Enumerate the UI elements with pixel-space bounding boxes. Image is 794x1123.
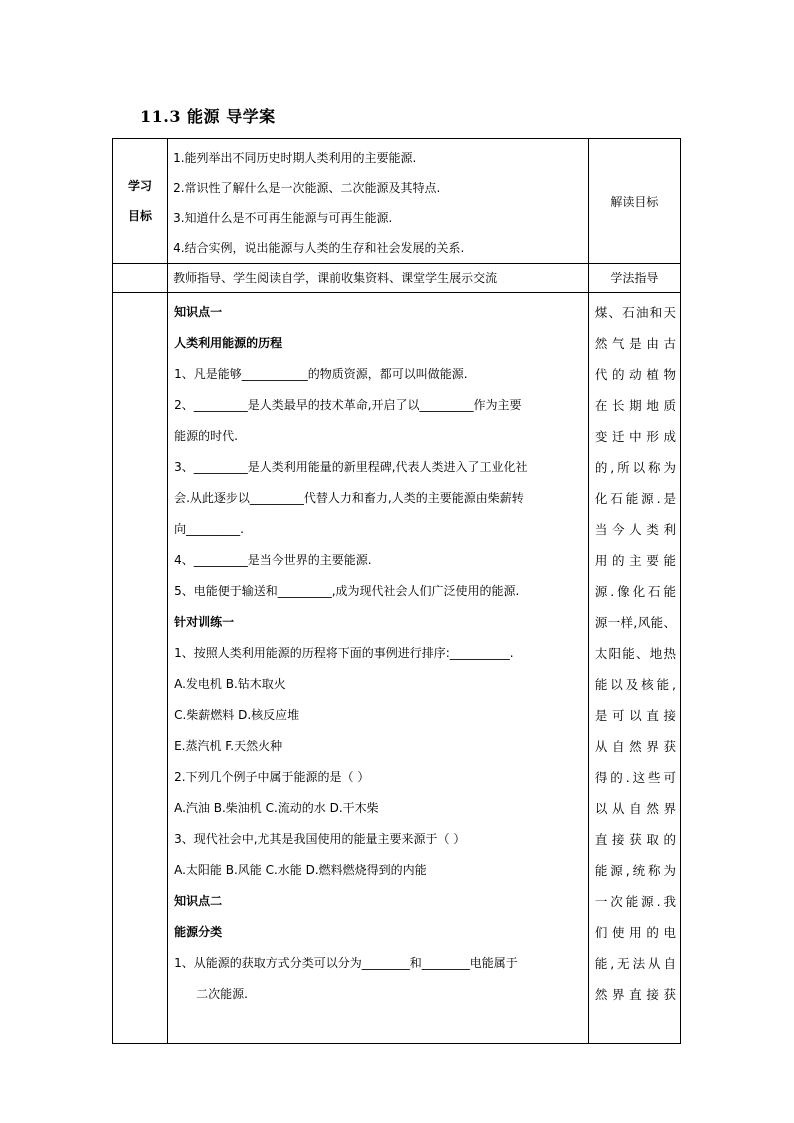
goals-list bbox=[168, 139, 588, 263]
note-line: 当今人类利 bbox=[594, 522, 676, 537]
note-line: 源一样,风能、 bbox=[594, 615, 676, 630]
section-heading: 知识点二 bbox=[174, 894, 223, 908]
content-line: 1、凡是能够___________的物质资源，都可以叫做能源. bbox=[174, 367, 468, 381]
note-line: 直接获取的 bbox=[594, 832, 676, 847]
goals-label-cell bbox=[113, 139, 168, 264]
content-line: E.蒸汽机 F.天然火种 bbox=[174, 739, 283, 753]
goals-list-cell bbox=[168, 139, 589, 264]
content-line: 3、现代社会中,尤其是我国使用的能量主要来源于（ ） bbox=[174, 832, 466, 846]
page-title: 11.3 能源 导学案 bbox=[140, 107, 276, 126]
content-line: 能源的时代. bbox=[174, 429, 238, 443]
note-line: 的,所以称为 bbox=[594, 460, 676, 475]
note-line: 然界直接获 bbox=[594, 987, 676, 1002]
content-line: 2.下列几个例子中属于能源的是（ ） bbox=[174, 770, 370, 784]
content-line: 会.从此逐步以_________代替人力和畜力,人类的主要能源由柴薪转 bbox=[174, 491, 524, 505]
method-guide-label: 学法指导 bbox=[588, 264, 680, 293]
note-line: 们使用的电 bbox=[594, 925, 676, 940]
content-row bbox=[113, 293, 681, 1044]
content-cell bbox=[168, 293, 589, 1044]
note-line: 变迁中形成 bbox=[594, 429, 676, 444]
note-line: 能,无法从自 bbox=[594, 956, 676, 971]
note-line: 然气是由古 bbox=[594, 336, 676, 351]
note-line: 用的主要能 bbox=[594, 553, 676, 568]
note-line: 代的动植物 bbox=[594, 367, 676, 382]
goals-label-line1: 学习 bbox=[128, 179, 153, 193]
goals-row bbox=[113, 139, 681, 264]
note-line: 太阳能、地热 bbox=[594, 646, 676, 661]
method-empty-cell bbox=[113, 264, 168, 293]
note-line: 能以及核能, bbox=[594, 677, 676, 692]
content-line: 4、_________是当今世界的主要能源. bbox=[174, 553, 372, 567]
section-heading: 人类利用能源的历程 bbox=[174, 336, 283, 350]
note-line: 以从自然界 bbox=[594, 801, 676, 816]
content-line: A.发电机 B.钻木取火 bbox=[174, 677, 286, 691]
note-line: 从自然界获 bbox=[594, 739, 676, 754]
notes-cell bbox=[588, 293, 680, 1044]
content-line: 5、电能便于输送和_________,成为现代社会人们广泛使用的能源. bbox=[174, 584, 520, 598]
section-heading: 能源分类 bbox=[174, 925, 223, 939]
method-row bbox=[113, 264, 681, 293]
study-guide-table bbox=[112, 138, 681, 1044]
method-text: 教师指导、学生阅读自学，课前收集资料、课堂学生展示交流 bbox=[168, 264, 589, 293]
goal-item: 3.知道什么是不可再生能源与可再生能源. bbox=[173, 211, 393, 225]
content-line: C.柴薪燃料 D.核反应堆 bbox=[174, 708, 300, 722]
note-line: 煤、石油和天 bbox=[594, 305, 676, 320]
note-line: 化石能源.是 bbox=[594, 491, 676, 506]
goal-item: 1.能列举出不同历史时期人类利用的主要能源. bbox=[173, 151, 417, 165]
content-line: 二次能源. bbox=[196, 987, 248, 1001]
note-line: 是可以直接 bbox=[594, 708, 676, 723]
note-line: 在长期地质 bbox=[594, 398, 676, 413]
note-line: 源.像化石能 bbox=[594, 584, 676, 599]
goal-item: 4.结合实例，说出能源与人类的生存和社会发展的关系. bbox=[173, 241, 465, 255]
content-empty-cell bbox=[113, 293, 168, 1044]
content-line: A.汽油 B.柴油机 C.流动的水 D.干木柴 bbox=[174, 801, 379, 815]
note-line: 得的.这些可 bbox=[594, 770, 676, 785]
content-line: 2、_________是人类最早的技术革命,开启了以_________作为主要 bbox=[174, 398, 522, 412]
content-line: 1、按照人类利用能源的历程将下面的事例进行排序:__________. bbox=[174, 646, 514, 660]
content-line: 1、从能源的获取方式分类可以分为________和________电能属于 bbox=[174, 956, 518, 970]
goal-item: 2.常识性了解什么是一次能源、二次能源及其特点. bbox=[173, 181, 441, 195]
content-line: 3、_________是人类利用能量的新里程碑,代表人类进入了工业化社 bbox=[174, 460, 528, 474]
section-heading: 知识点一 bbox=[174, 305, 223, 319]
content-line: 向_________. bbox=[174, 522, 244, 536]
note-line: 能源,统称为 bbox=[594, 863, 676, 878]
section-heading: 针对训练一 bbox=[174, 615, 235, 629]
goals-label-line2: 目标 bbox=[128, 209, 153, 223]
goals-side-label: 解读目标 bbox=[588, 139, 680, 264]
note-line: 一次能源.我 bbox=[594, 894, 676, 909]
content-line: A.太阳能 B.风能 C.水能 D.燃料燃烧得到的内能 bbox=[174, 863, 427, 877]
